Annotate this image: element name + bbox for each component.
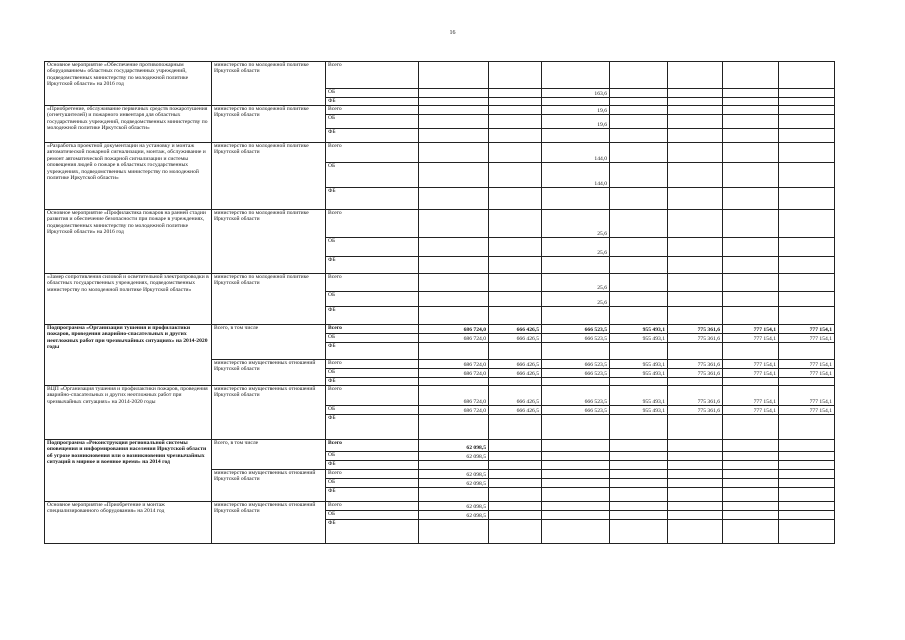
- amount-cell: [610, 470, 668, 479]
- amount-cell: [723, 238, 779, 257]
- amount-cell: 144,0: [542, 143, 610, 163]
- amount-cell: 777 154,1: [779, 386, 835, 406]
- table-row: [45, 143, 835, 163]
- amount-cell: [489, 274, 542, 292]
- amount-cell: [779, 292, 835, 307]
- funding-source-cell: ОБ: [326, 369, 419, 378]
- amount-cell: 777 154,1: [723, 360, 779, 369]
- amount-cell: 62 098,5: [419, 452, 489, 461]
- amount-cell: [668, 461, 723, 470]
- amount-cell: [610, 502, 668, 511]
- amount-cell: [419, 292, 489, 307]
- amount-cell: [668, 89, 723, 98]
- amount-cell: [489, 257, 542, 274]
- amount-cell: [610, 62, 668, 89]
- amount-cell: 25,6: [542, 292, 610, 307]
- funding-source-cell: ФБ: [326, 129, 419, 143]
- amount-cell: [419, 129, 489, 143]
- amount-cell: [610, 292, 668, 307]
- amount-cell: [668, 129, 723, 143]
- funding-source-cell: ОБ: [326, 89, 419, 98]
- amount-cell: [489, 188, 542, 210]
- funding-source-cell: Всего: [326, 360, 419, 369]
- amount-cell: [489, 62, 542, 89]
- amount-cell: 777 154,1: [779, 334, 835, 343]
- amount-cell: [723, 440, 779, 452]
- amount-cell: 775 361,6: [668, 406, 723, 415]
- amount-cell: [668, 62, 723, 89]
- amount-cell: [723, 292, 779, 307]
- amount-cell: [668, 452, 723, 461]
- amount-cell: [668, 470, 723, 479]
- executor-cell: Всего, в том числе: [212, 325, 326, 360]
- amount-cell: [668, 440, 723, 452]
- table-row: [45, 106, 835, 115]
- measure-description: «Замер сопротивления силовой и осветительной электропроводки в областных государственных учреждениях, подведомственных министерству по молодежной политике Иркутской области»: [45, 274, 212, 325]
- amount-cell: [668, 488, 723, 502]
- amount-cell: [610, 210, 668, 238]
- amount-cell: 25,6: [542, 274, 610, 292]
- amount-cell: [419, 115, 489, 129]
- amount-cell: [489, 415, 542, 440]
- amount-cell: [610, 307, 668, 325]
- amount-cell: [779, 415, 835, 440]
- amount-cell: [723, 378, 779, 386]
- amount-cell: [779, 274, 835, 292]
- amount-cell: [779, 163, 835, 188]
- amount-cell: [723, 415, 779, 440]
- funding-source-cell: ОБ: [326, 452, 419, 461]
- amount-cell: [668, 274, 723, 292]
- amount-cell: [542, 520, 610, 544]
- amount-cell: [419, 343, 489, 360]
- amount-cell: [668, 520, 723, 544]
- amount-cell: 666 523,5: [542, 334, 610, 343]
- amount-cell: [419, 461, 489, 470]
- amount-cell: 62 098,5: [419, 470, 489, 479]
- amount-cell: [489, 502, 542, 511]
- amount-cell: [779, 115, 835, 129]
- amount-cell: [489, 163, 542, 188]
- amount-cell: 777 154,1: [723, 386, 779, 406]
- amount-cell: [419, 238, 489, 257]
- amount-cell: [779, 502, 835, 511]
- amount-cell: 666 426,5: [489, 334, 542, 343]
- amount-cell: [542, 440, 610, 452]
- amount-cell: [779, 520, 835, 544]
- amount-cell: [779, 470, 835, 479]
- funding-source-cell: Всего: [326, 470, 419, 479]
- measure-description: Подпрограмма «Организация тушения и профилактики пожаров, проведения аварийно-спасательных и других неотложных работ при чрезвычайных ситуациях» на 2014-2020 годы: [45, 325, 212, 386]
- page-number: 16: [449, 30, 456, 36]
- amount-cell: [668, 98, 723, 106]
- amount-cell: [542, 502, 610, 511]
- amount-cell: [542, 415, 610, 440]
- amount-cell: [723, 452, 779, 461]
- executor-cell: министерство по молодежной политике Иркутской области: [212, 210, 326, 274]
- amount-cell: [610, 343, 668, 360]
- funding-source-cell: ФБ: [326, 415, 419, 440]
- amount-cell: [779, 488, 835, 502]
- amount-cell: 666 426,5: [489, 386, 542, 406]
- amount-cell: [723, 502, 779, 511]
- executor-cell: министерство по молодежной политике Иркутской области: [212, 62, 326, 106]
- measure-description: ВЦП «Организация тушения и профилактики пожаров, проведения аварийно-спасательных и других неотложных работ при чрезвычайных ситуациях» на 2014-2020 годы: [45, 386, 212, 440]
- amount-cell: 686 724,0: [419, 406, 489, 415]
- amount-cell: [489, 343, 542, 360]
- amount-cell: [668, 257, 723, 274]
- funding-source-cell: ОБ: [326, 115, 419, 129]
- amount-cell: 666 523,5: [542, 406, 610, 415]
- amount-cell: [779, 62, 835, 89]
- amount-cell: [668, 106, 723, 115]
- amount-cell: [779, 257, 835, 274]
- amount-cell: [610, 98, 668, 106]
- amount-cell: 775 361,6: [668, 386, 723, 406]
- amount-cell: [668, 511, 723, 520]
- executor-cell: Всего, в том числе: [212, 440, 326, 470]
- measure-description: Основное мероприятие «Обеспечение противопожарным оборудованием» областных государственных учреждений, подведомственных министерству по молодежной политике Иркутской области» на 2016 год: [45, 62, 212, 106]
- funding-source-cell: ФБ: [326, 188, 419, 210]
- amount-cell: [542, 307, 610, 325]
- amount-cell: [723, 62, 779, 89]
- amount-cell: [610, 129, 668, 143]
- funding-source-cell: Всего: [326, 502, 419, 511]
- funding-source-cell: Всего: [326, 274, 419, 292]
- amount-cell: [489, 292, 542, 307]
- table-row: [45, 440, 835, 452]
- amount-cell: [419, 307, 489, 325]
- amount-cell: 955 493,1: [610, 369, 668, 378]
- amount-cell: [779, 343, 835, 360]
- amount-cell: [419, 274, 489, 292]
- amount-cell: 163,6: [542, 89, 610, 98]
- amount-cell: [489, 452, 542, 461]
- amount-cell: 775 361,6: [668, 369, 723, 378]
- amount-cell: [489, 461, 542, 470]
- table-row: [45, 210, 835, 238]
- amount-cell: [779, 461, 835, 470]
- amount-cell: [489, 479, 542, 488]
- amount-cell: [779, 89, 835, 98]
- amount-cell: [779, 188, 835, 210]
- executor-cell: министерство имущественных отношений Иркутской области: [212, 470, 326, 502]
- amount-cell: [668, 502, 723, 511]
- funding-source-cell: ФБ: [326, 307, 419, 325]
- budget-table: [44, 61, 835, 544]
- executor-cell: министерство имущественных отношений Иркутской области: [212, 360, 326, 386]
- table-row: [45, 62, 835, 89]
- amount-cell: 777 154,1: [723, 406, 779, 415]
- amount-cell: 19,6: [542, 115, 610, 129]
- amount-cell: [489, 143, 542, 163]
- amount-cell: [723, 115, 779, 129]
- amount-cell: [542, 452, 610, 461]
- table-row: [45, 325, 835, 334]
- amount-cell: [419, 520, 489, 544]
- amount-cell: 686 724,0: [419, 360, 489, 369]
- amount-cell: [610, 89, 668, 98]
- funding-source-cell: ФБ: [326, 520, 419, 544]
- funding-source-cell: Всего: [326, 386, 419, 406]
- amount-cell: [610, 163, 668, 188]
- amount-cell: [542, 488, 610, 502]
- amount-cell: 666 523,5: [542, 369, 610, 378]
- measure-description: Основное мероприятие «Профилактика пожаров на ранней стадии развития и обеспечение безопасности при пожаре в учреждениях, подведомственных министерству по молодежной политике Иркутской области» на 2016 год: [45, 210, 212, 274]
- amount-cell: [668, 143, 723, 163]
- funding-source-cell: ФБ: [326, 257, 419, 274]
- funding-source-cell: ОБ: [326, 511, 419, 520]
- funding-source-cell: ОБ: [326, 163, 419, 188]
- amount-cell: [779, 479, 835, 488]
- amount-cell: [779, 106, 835, 115]
- funding-source-cell: ФБ: [326, 343, 419, 360]
- amount-cell: [419, 488, 489, 502]
- executor-cell: министерство по молодежной политике Иркутской области: [212, 106, 326, 143]
- amount-cell: [610, 257, 668, 274]
- measure-description: Основное мероприятие «Приобретение и монтаж специализированного оборудования» на 2014 год: [45, 502, 212, 544]
- amount-cell: [419, 257, 489, 274]
- amount-cell: [610, 452, 668, 461]
- amount-cell: [610, 378, 668, 386]
- amount-cell: 686 724,0: [419, 334, 489, 343]
- amount-cell: [779, 452, 835, 461]
- amount-cell: 666 523,5: [542, 360, 610, 369]
- amount-cell: [419, 210, 489, 238]
- amount-cell: 144,0: [542, 163, 610, 188]
- amount-cell: [723, 307, 779, 325]
- funding-source-cell: Всего: [326, 62, 419, 89]
- amount-cell: [723, 106, 779, 115]
- amount-cell: 62 098,5: [419, 479, 489, 488]
- amount-cell: 955 493,1: [610, 386, 668, 406]
- executor-cell: министерство имущественных отношений Иркутской области: [212, 386, 326, 440]
- amount-cell: [779, 307, 835, 325]
- amount-cell: [489, 470, 542, 479]
- amount-cell: [668, 292, 723, 307]
- amount-cell: [489, 89, 542, 98]
- amount-cell: [668, 378, 723, 386]
- amount-cell: [542, 378, 610, 386]
- amount-cell: [668, 238, 723, 257]
- amount-cell: 62 098,5: [419, 502, 489, 511]
- amount-cell: 686 724,0: [419, 386, 489, 406]
- amount-cell: [610, 440, 668, 452]
- amount-cell: [779, 98, 835, 106]
- amount-cell: 955 493,1: [610, 360, 668, 369]
- amount-cell: [542, 470, 610, 479]
- amount-cell: [489, 307, 542, 325]
- funding-source-cell: ОБ: [326, 238, 419, 257]
- amount-cell: [723, 461, 779, 470]
- amount-cell: [542, 257, 610, 274]
- amount-cell: [489, 210, 542, 238]
- amount-cell: [723, 98, 779, 106]
- amount-cell: [779, 378, 835, 386]
- amount-cell: 19,6: [542, 106, 610, 115]
- amount-cell: 777 154,1: [779, 325, 835, 334]
- executor-cell: министерство по молодежной политике Иркутской области: [212, 143, 326, 210]
- funding-source-cell: ФБ: [326, 98, 419, 106]
- amount-cell: [419, 378, 489, 386]
- funding-source-cell: ОБ: [326, 406, 419, 415]
- amount-cell: [723, 488, 779, 502]
- table-row: [45, 386, 835, 406]
- amount-cell: [723, 89, 779, 98]
- amount-cell: [489, 440, 542, 452]
- amount-cell: [668, 163, 723, 188]
- amount-cell: 777 154,1: [779, 406, 835, 415]
- amount-cell: 62 098,5: [419, 511, 489, 520]
- amount-cell: [723, 143, 779, 163]
- amount-cell: [723, 479, 779, 488]
- amount-cell: 777 154,1: [779, 360, 835, 369]
- amount-cell: [542, 343, 610, 360]
- amount-cell: [489, 238, 542, 257]
- amount-cell: 666 523,5: [542, 325, 610, 334]
- amount-cell: [723, 274, 779, 292]
- amount-cell: [668, 307, 723, 325]
- amount-cell: 666 523,5: [542, 386, 610, 406]
- amount-cell: [779, 238, 835, 257]
- amount-cell: [419, 89, 489, 98]
- amount-cell: 775 361,6: [668, 334, 723, 343]
- amount-cell: 686 724,0: [419, 325, 489, 334]
- measure-description: «Разработка проектной документации на установку и монтаж автоматической пожарной сигнализации, монтаж, обслуживание и ремонт автоматической пожарной сигнализации и системы оповещения людей о пожаре в областных государственных учреждениях, подведомственных министерству по молодежной политике Иркутской области»: [45, 143, 212, 210]
- amount-cell: 775 361,6: [668, 325, 723, 334]
- amount-cell: [723, 210, 779, 238]
- amount-cell: [542, 98, 610, 106]
- amount-cell: [723, 470, 779, 479]
- amount-cell: [723, 511, 779, 520]
- amount-cell: [779, 511, 835, 520]
- amount-cell: [610, 488, 668, 502]
- amount-cell: [419, 143, 489, 163]
- amount-cell: [542, 188, 610, 210]
- amount-cell: [610, 115, 668, 129]
- amount-cell: 25,6: [542, 210, 610, 238]
- funding-source-cell: Всего: [326, 106, 419, 115]
- amount-cell: 666 426,5: [489, 325, 542, 334]
- amount-cell: [542, 479, 610, 488]
- amount-cell: [610, 415, 668, 440]
- amount-cell: [610, 106, 668, 115]
- amount-cell: [489, 378, 542, 386]
- amount-cell: [668, 210, 723, 238]
- amount-cell: [489, 106, 542, 115]
- amount-cell: [489, 488, 542, 502]
- amount-cell: [542, 511, 610, 520]
- amount-cell: [668, 479, 723, 488]
- amount-cell: [610, 511, 668, 520]
- amount-cell: [419, 163, 489, 188]
- amount-cell: [723, 343, 779, 360]
- amount-cell: 777 154,1: [723, 334, 779, 343]
- amount-cell: [542, 62, 610, 89]
- amount-cell: [419, 62, 489, 89]
- amount-cell: 62 098,5: [419, 440, 489, 452]
- executor-cell: министерство по молодежной политике Иркутской области: [212, 274, 326, 325]
- amount-cell: [419, 188, 489, 210]
- amount-cell: [723, 520, 779, 544]
- amount-cell: 666 426,5: [489, 360, 542, 369]
- amount-cell: 955 493,1: [610, 406, 668, 415]
- amount-cell: 25,6: [542, 238, 610, 257]
- funding-source-cell: ОБ: [326, 479, 419, 488]
- amount-cell: [419, 415, 489, 440]
- funding-source-cell: Всего: [326, 440, 419, 452]
- amount-cell: [779, 143, 835, 163]
- amount-cell: [419, 106, 489, 115]
- amount-cell: [779, 129, 835, 143]
- funding-source-cell: ОБ: [326, 334, 419, 343]
- amount-cell: 955 493,1: [610, 334, 668, 343]
- measure-description: «Приобретение, обслуживание первичных средств пожаротушения (огнетушителей) и пожарного инвентаря для областных государственных учреждений, подведомственных министерству по молодежной политике Иркутской области»: [45, 106, 212, 143]
- amount-cell: [542, 461, 610, 470]
- amount-cell: [723, 129, 779, 143]
- amount-cell: [723, 257, 779, 274]
- amount-cell: [542, 129, 610, 143]
- amount-cell: [779, 210, 835, 238]
- amount-cell: 666 426,5: [489, 406, 542, 415]
- amount-cell: [489, 115, 542, 129]
- amount-cell: 666 426,5: [489, 369, 542, 378]
- amount-cell: [489, 511, 542, 520]
- amount-cell: [723, 163, 779, 188]
- amount-cell: [419, 98, 489, 106]
- funding-source-cell: ФБ: [326, 488, 419, 502]
- amount-cell: 777 154,1: [779, 369, 835, 378]
- amount-cell: [610, 143, 668, 163]
- amount-cell: [779, 440, 835, 452]
- amount-cell: [489, 98, 542, 106]
- amount-cell: [610, 238, 668, 257]
- amount-cell: 686 724,0: [419, 369, 489, 378]
- amount-cell: [610, 188, 668, 210]
- table-row: [45, 274, 835, 292]
- amount-cell: [723, 188, 779, 210]
- funding-source-cell: Всего: [326, 210, 419, 238]
- funding-source-cell: ОБ: [326, 292, 419, 307]
- amount-cell: 955 493,1: [610, 325, 668, 334]
- funding-source-cell: Всего: [326, 325, 419, 334]
- amount-cell: 777 154,1: [723, 325, 779, 334]
- amount-cell: [489, 520, 542, 544]
- funding-source-cell: ФБ: [326, 461, 419, 470]
- amount-cell: [610, 461, 668, 470]
- amount-cell: [610, 520, 668, 544]
- amount-cell: [668, 188, 723, 210]
- amount-cell: 777 154,1: [723, 369, 779, 378]
- funding-source-cell: Всего: [326, 143, 419, 163]
- executor-cell: министерство имущественных отношений Иркутской области: [212, 502, 326, 544]
- amount-cell: [610, 479, 668, 488]
- funding-source-cell: ФБ: [326, 378, 419, 386]
- amount-cell: [668, 415, 723, 440]
- measure-description: Подпрограмма «Реконструкция региональной системы оповещения и информирования населения Иркутской области об угрозе возникновения или о возникновении чрезвычайных ситуаций в мирное и военное время» на 2014 год: [45, 440, 212, 502]
- amount-cell: [489, 129, 542, 143]
- amount-cell: [668, 115, 723, 129]
- amount-cell: [610, 274, 668, 292]
- amount-cell: 775 361,6: [668, 360, 723, 369]
- amount-cell: [668, 343, 723, 360]
- table-row: [45, 502, 835, 511]
